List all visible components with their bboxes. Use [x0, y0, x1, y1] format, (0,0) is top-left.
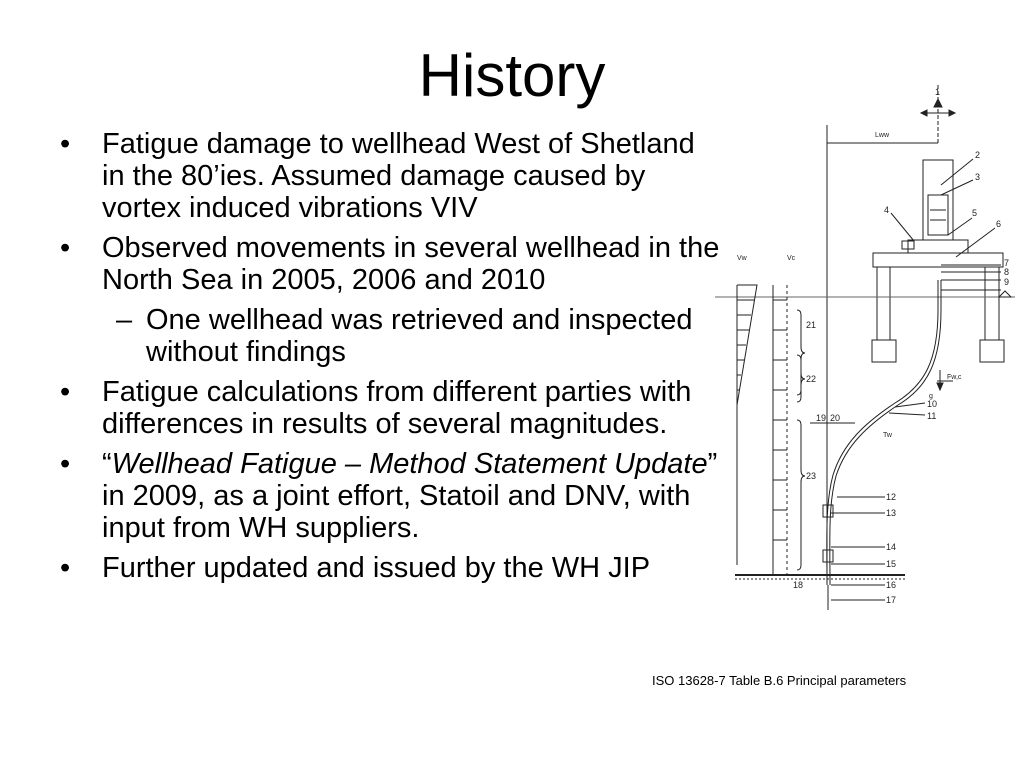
sub-bullet-marker: – [116, 304, 133, 336]
label-lww: Lww [875, 132, 890, 139]
callout-20: 20 [830, 413, 841, 423]
callout-14: 14 [886, 542, 897, 552]
bullet-text: Fatigue damage to wellhead West of Shetland in the 80’ies. Assumed damage caused by vortex induced vibrations VIV [102, 128, 695, 224]
pontoon-right [980, 340, 1004, 362]
callout-22: 22 [806, 374, 817, 384]
document-title-italic: Wellhead Fatigue – Method Statement Update [111, 448, 708, 480]
brace-23 [797, 420, 805, 570]
bullet-item [60, 232, 720, 296]
callout-7: 7 [1004, 258, 1010, 268]
bullet-text [102, 448, 717, 544]
drill-floor [908, 240, 968, 253]
callout-6: 6 [996, 219, 1002, 229]
callout-10: 10 [927, 399, 938, 409]
callout-23: 23 [806, 471, 817, 481]
gravity-arrow-icon [937, 383, 943, 390]
callout-8: 8 [1004, 267, 1010, 277]
callout-13: 13 [886, 508, 897, 518]
callout-12: 12 [886, 492, 897, 502]
slide-title: History [418, 42, 606, 109]
label-vw: Vw [737, 255, 747, 262]
bullet-item [60, 376, 720, 440]
label-vc: Vc [787, 255, 796, 262]
sub-bullet-item [60, 304, 720, 368]
stack-element [823, 550, 833, 562]
callout-5: 5 [972, 208, 978, 218]
bullet-item [60, 448, 720, 544]
arrow-left-icon [921, 110, 927, 116]
callout-11: 11 [927, 411, 937, 421]
callout-18: 18 [793, 580, 804, 590]
bullet-text: Further updated and issued by the WH JIP [102, 552, 651, 584]
callout-3: 3 [975, 172, 981, 182]
figure-caption: ISO 13628-7 Table B.6 Principal parameters [652, 673, 907, 688]
callout-9: 9 [1004, 277, 1010, 287]
callout-1: 1 [935, 87, 941, 97]
label-fwc: Fw,c [947, 374, 962, 381]
bullet-list [60, 128, 720, 592]
callout-17: 17 [886, 595, 897, 605]
callout-16: 16 [886, 580, 897, 590]
arrow-right-icon [949, 110, 955, 116]
bullet-marker: • [60, 128, 71, 160]
tensioner-block [928, 195, 948, 235]
bullet-text: Observed movements in several wellhead in the North Sea in 2005, 2006 and 2010 [102, 232, 720, 296]
callout-15: 15 [886, 559, 897, 569]
bullet-item [60, 552, 720, 584]
callout-2: 2 [975, 150, 981, 160]
bullet-marker: • [60, 232, 71, 264]
quote-open: “ [102, 448, 112, 480]
bullet-marker: • [60, 376, 71, 408]
arrow-up-icon [934, 99, 942, 107]
callout-4: 4 [884, 205, 890, 215]
callout-21: 21 [806, 320, 817, 330]
bullet-item [60, 128, 720, 224]
bullet-marker: • [60, 552, 71, 584]
sub-bullet-text: One wellhead was retrieved and inspected without findings [146, 304, 693, 368]
bullet-text-rest: ” in 2009, as a joint effort, Statoil and DNV, with input from WH suppliers. [102, 448, 718, 544]
pontoon-left [872, 340, 896, 362]
callout-19: 19 [816, 413, 827, 423]
water-level-icon [999, 291, 1011, 297]
label-g: g [929, 393, 933, 400]
wellhead-riser-diagram [715, 85, 1020, 615]
bullet-marker: • [60, 448, 71, 480]
label-tw: Tw [883, 432, 892, 439]
bullet-text: Fatigue calculations from different parties with differences in results of several magnitudes. [102, 376, 692, 440]
